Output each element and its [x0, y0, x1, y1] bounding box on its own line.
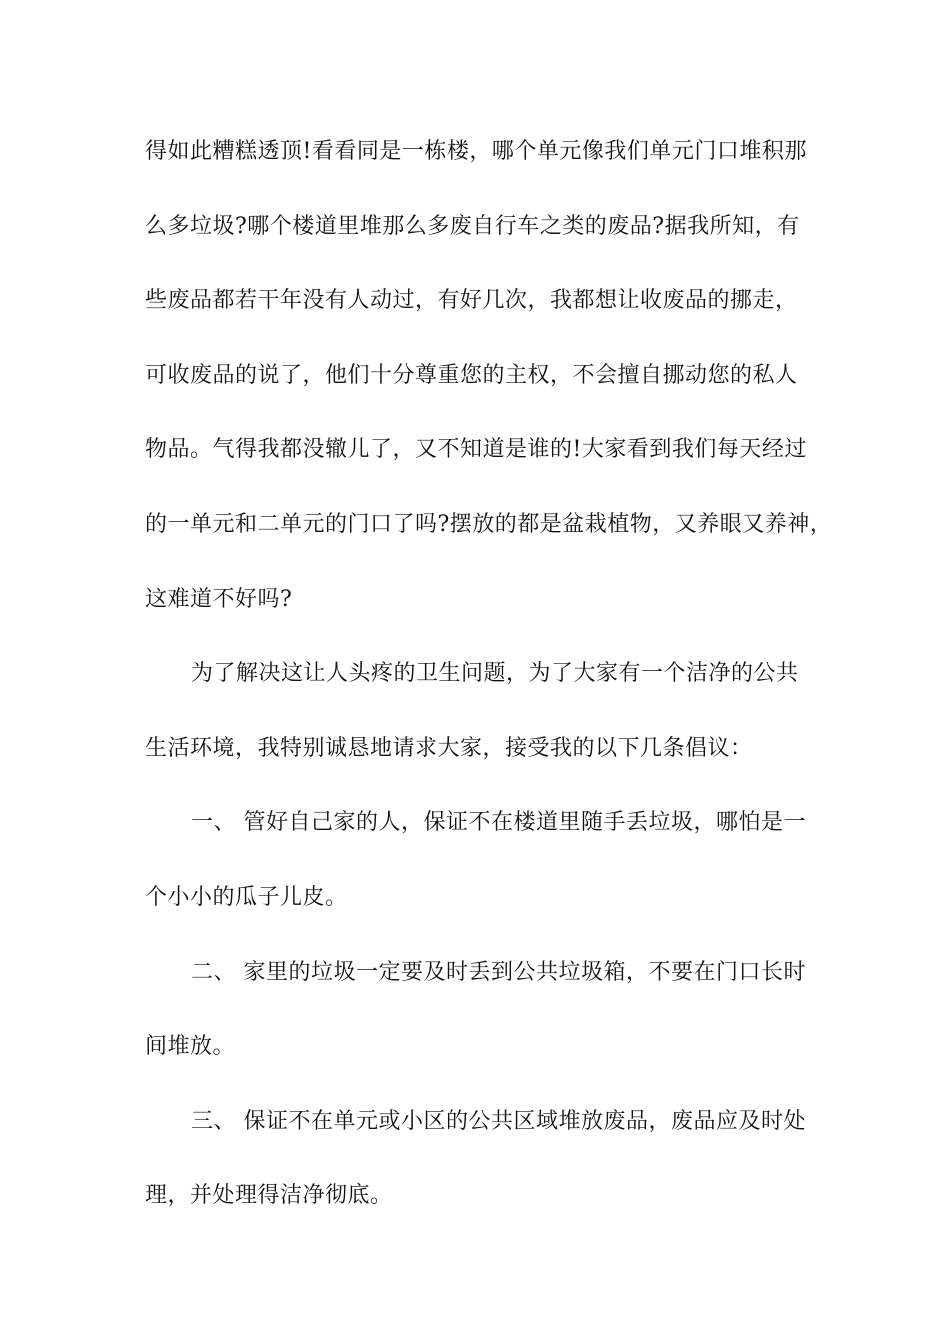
list-item-line: 二、 家里的垃圾一定要及时丢到公共垃圾箱，不要在门口长时	[191, 960, 806, 985]
paragraph-line: 可收废品的说了，他们十分尊重您的主权，不会擅自挪动您的私人	[145, 363, 798, 388]
paragraph-line: 为了解决这让人头疼的卫生问题，为了大家有一个洁净的公共	[191, 661, 799, 686]
paragraph-line: 物品。气得我都没辙儿了，又不知道是谁的!大家看到我们每天经过	[145, 437, 807, 462]
paragraph-line: 这难道不好吗?	[145, 587, 293, 612]
list-item-line: 理，并处理得洁净彻底。	[145, 1183, 393, 1208]
list-item-line: 一、 管好自己家的人，保证不在楼道里随手丢垃圾，哪怕是一	[191, 810, 806, 835]
paragraph-line: 得如此糟糕透顶!看看同是一栋楼，哪个单元像我们单元门口堆积那	[145, 139, 807, 164]
paragraph-line: 的一单元和二单元的门口了吗?摆放的都是盆栽植物，又养眼又养神，	[145, 512, 833, 537]
list-item-line: 三、 保证不在单元或小区的公共区域堆放废品，废品应及时处	[191, 1109, 806, 1134]
list-item-line: 间堆放。	[145, 1034, 236, 1059]
paragraph-line: 生活环境，我特别诚恳地请求大家，接受我的以下几条倡议：	[145, 736, 753, 761]
paragraph-line: 些废品都若干年没有人动过，有好几次，我都想让收废品的挪走，	[145, 288, 798, 313]
paragraph-line: 么多垃圾?哪个楼道里堆那么多废自行车之类的废品?据我所知，有	[145, 214, 800, 239]
list-item-line: 个小小的瓜子儿皮。	[145, 885, 348, 910]
